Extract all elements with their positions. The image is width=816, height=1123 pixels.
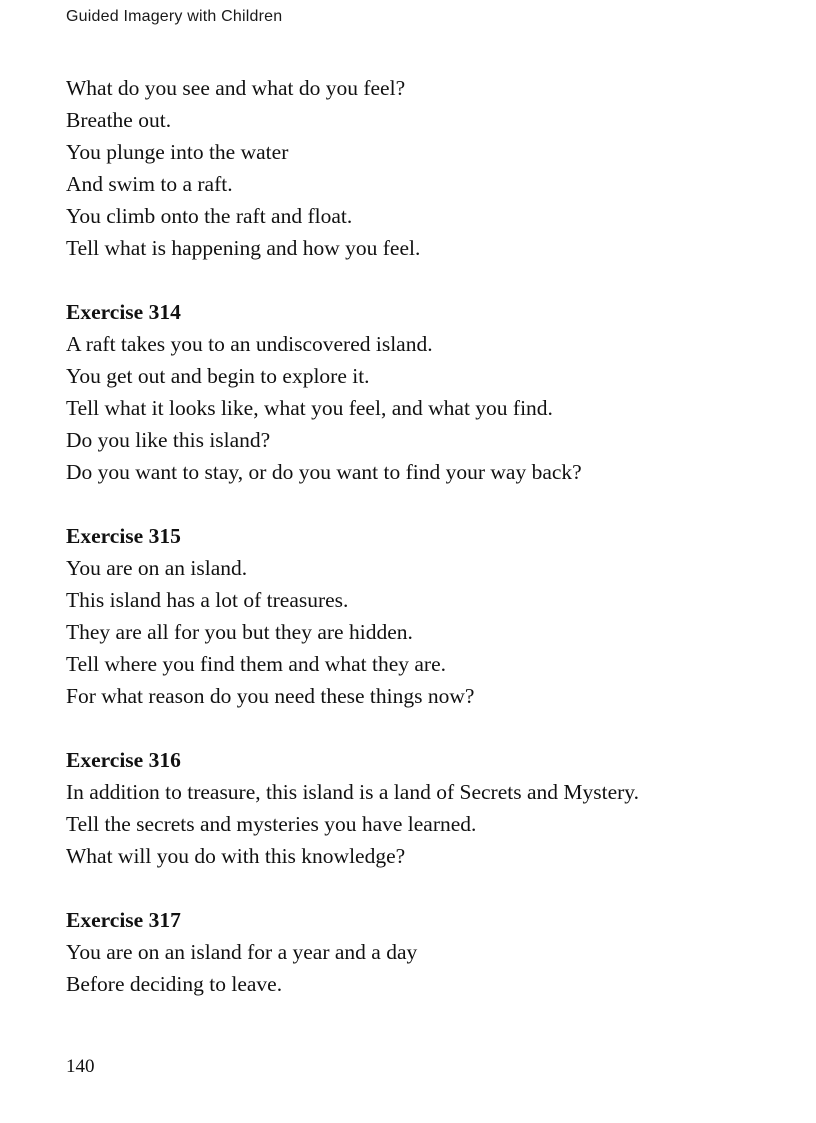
text-line: This island has a lot of treasures. xyxy=(66,588,349,612)
text-line: You are on an island for a year and a day xyxy=(66,940,418,964)
continuation-block xyxy=(66,72,786,264)
text-line: Tell where you find them and what they are. xyxy=(66,652,446,676)
text-line: Breathe out. xyxy=(66,108,172,132)
exercise-title: Exercise 315 xyxy=(66,524,181,548)
text-line: You plunge into the water xyxy=(66,140,289,164)
text-line: For what reason do you need these things now? xyxy=(66,684,475,708)
exercise-title: Exercise 317 xyxy=(66,908,181,932)
exercise-title: Exercise 316 xyxy=(66,748,181,772)
page-number: 140 xyxy=(66,1056,95,1077)
text-line: And swim to a raft. xyxy=(66,172,233,196)
text-line: You climb onto the raft and float. xyxy=(66,204,353,228)
exercise-315 xyxy=(66,520,786,712)
exercise-316 xyxy=(66,744,786,872)
exercise-title: Exercise 314 xyxy=(66,300,181,324)
text-line: Tell the secrets and mysteries you have learned. xyxy=(66,812,477,836)
exercise-314 xyxy=(66,296,786,488)
text-line: Do you like this island? xyxy=(66,428,271,452)
text-line: Tell what it looks like, what you feel, and what you find. xyxy=(66,396,553,420)
text-line: A raft takes you to an undiscovered island. xyxy=(66,332,433,356)
text-line: Do you want to stay, or do you want to find your way back? xyxy=(66,460,582,484)
text-line: You are on an island. xyxy=(66,556,248,580)
text-line: What do you see and what do you feel? xyxy=(66,76,406,100)
running-header: Guided Imagery with Children xyxy=(66,8,283,25)
text-line: Tell what is happening and how you feel. xyxy=(66,236,421,260)
text-line: You get out and begin to explore it. xyxy=(66,364,370,388)
text-line: What will you do with this knowledge? xyxy=(66,844,406,868)
text-line: Before deciding to leave. xyxy=(66,972,283,996)
exercise-317 xyxy=(66,904,786,1000)
text-line: In addition to treasure, this island is a land of Secrets and Mystery. xyxy=(66,780,640,804)
text-line: They are all for you but they are hidden. xyxy=(66,620,413,644)
page-body xyxy=(66,72,786,1032)
